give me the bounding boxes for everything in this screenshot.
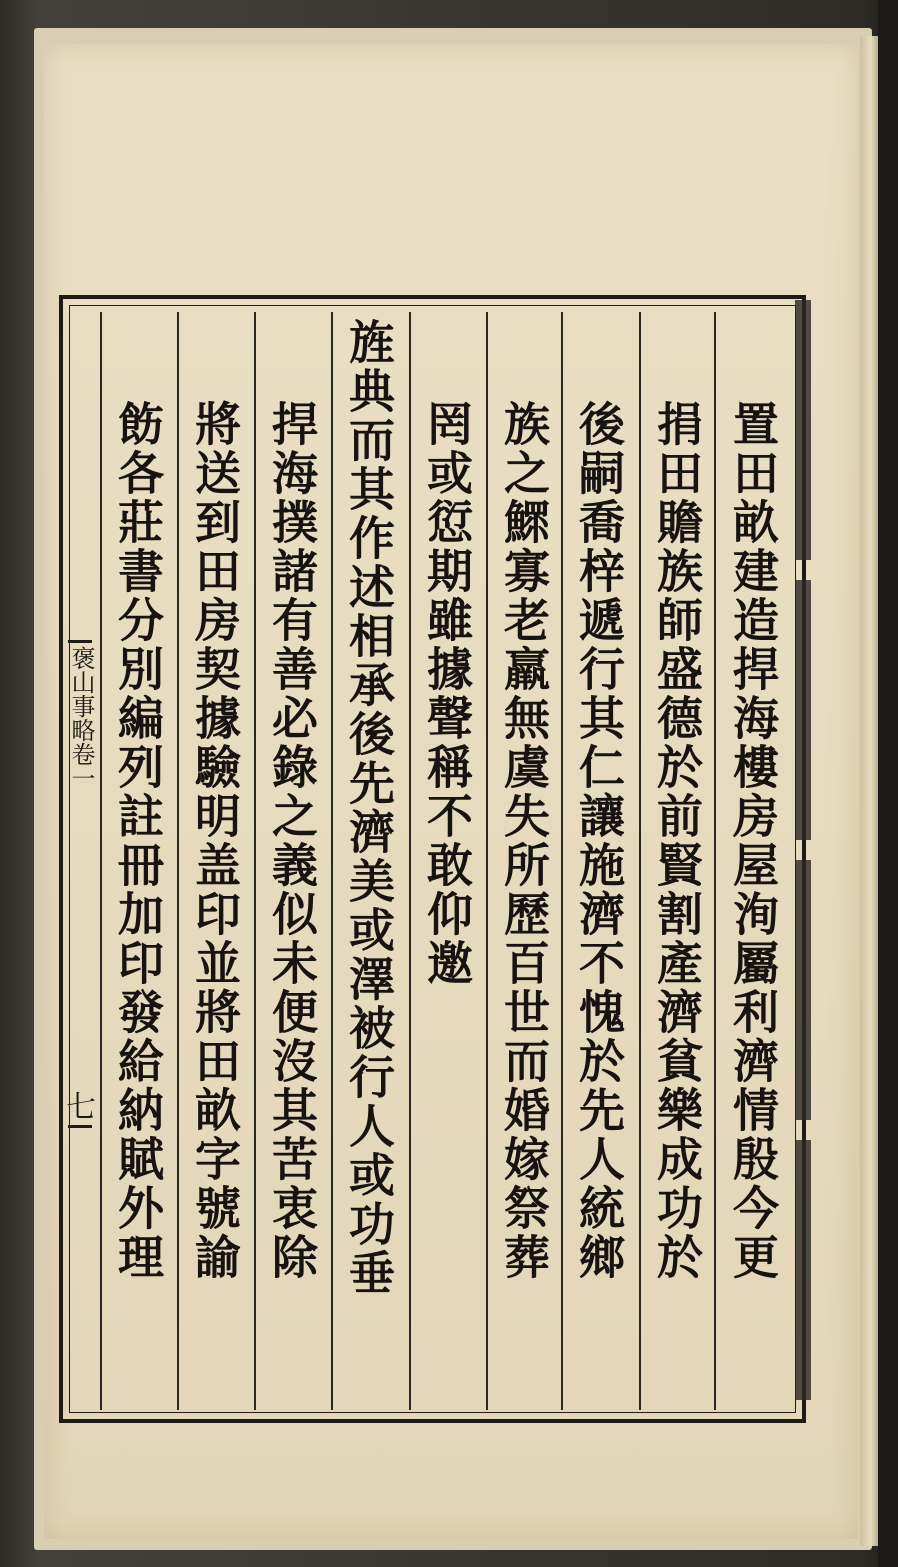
text-column: 族之鰥寡老羸無虞失所歷百世而婚嫁祭葬 — [497, 400, 551, 1282]
page-edge-shadow — [878, 0, 898, 1567]
text-column: 將送到田房契據驗明盖印並將田畝字號諭 — [188, 400, 242, 1282]
text-column: 捍海撲諸有善必錄之義似未便沒其苦衷除 — [265, 400, 319, 1282]
column-rule — [714, 312, 716, 1410]
right-margin-block — [795, 300, 811, 1420]
text-column: 飭各莊書分別編列註冊加印發給納賦外理 — [111, 400, 165, 1282]
text-column: 置田畝建造捍海樓房屋洵屬利濟情殷今更 — [726, 400, 780, 1282]
page-number: 七 — [66, 1090, 96, 1125]
text-column: 旌典而其作述相承後先濟美或澤被行人或功垂 — [342, 318, 396, 1298]
fold-fishtail-bottom — [68, 1125, 92, 1128]
text-column: 罔或愆期雖據聲稱不敢仰邀 — [420, 400, 474, 988]
text-column: 捐田贍族師盛德於前賢割產濟貧樂成功於 — [650, 400, 704, 1282]
fold-title: 褒山事略卷一 — [67, 646, 95, 790]
fold-fishtail-top — [68, 640, 92, 643]
page-edge — [860, 36, 878, 1546]
text-column: 後嗣喬梓遞行其仁讓施濟不愧於先人統鄉 — [572, 400, 626, 1282]
